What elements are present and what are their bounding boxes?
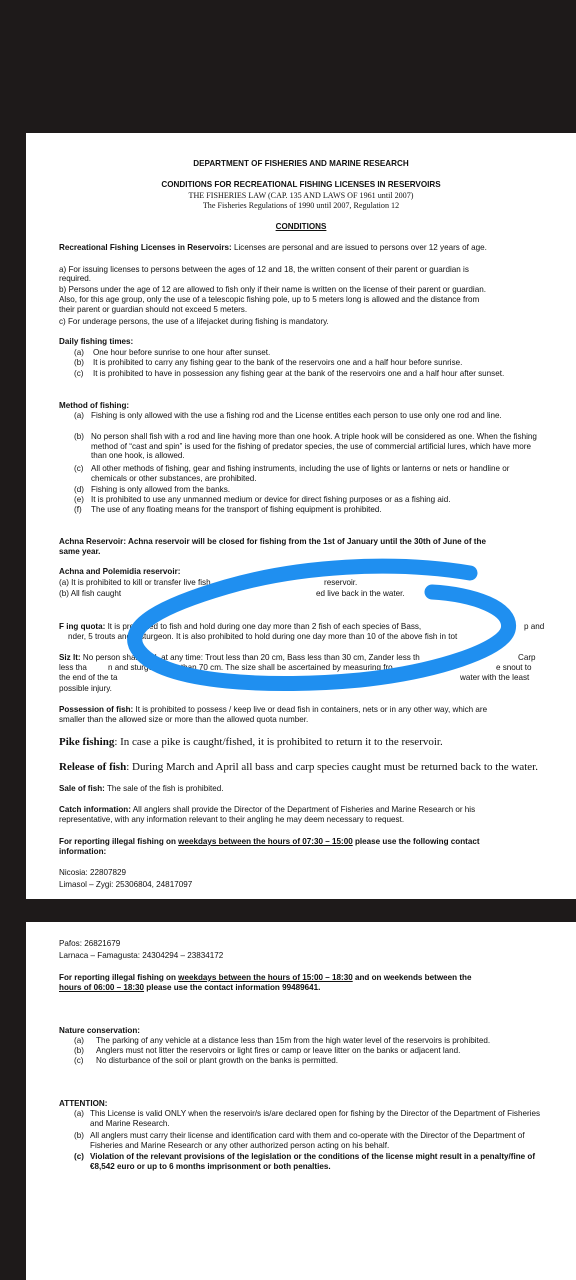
reporting2-middle: and on weekends between the (354, 973, 472, 982)
size-line3-start: the end of the ta (59, 673, 118, 682)
size-line1 (59, 653, 420, 663)
nicosia-contact: Nicosia: 22807829 (59, 868, 127, 877)
document-title: CONDITIONS FOR RECREATIONAL FISHING LICENSES IN RESERVOIRS (161, 180, 441, 189)
reporting-hours: weekdays between the hours of 07:30 – 15:00 (178, 837, 353, 846)
sale-text: The sale of the fish is prohibited. (106, 784, 224, 793)
attention-b-text: All anglers must carry their license and identification card with them and co-operate with the Director of the Department of Fisheries and Marine Research or any other authorized person acting on his behalf. (90, 1131, 525, 1150)
quota-text: It is prohibited to fish and hold during one day more than 2 fish of each species of Bass, (107, 622, 422, 631)
rec-a-line1: a) For issuing licenses to persons between the ages of 12 and 18, the written consent of their parent or guardian is (59, 265, 469, 274)
quota-line2: nder, 5 trouts and 1 sturgeon. It is also prohibited to hold during one day more than 10 of the above fish in tot (68, 632, 458, 641)
size-line3-end: water with the least (460, 673, 530, 682)
possession-text: It is prohibited to possess / keep live or dead fish in containers, nets or in any other way, which are (135, 705, 488, 714)
rec-b-line3: their parent or guardian should not exceed 5 meters. (59, 305, 248, 314)
daily-c-marker: (c) (74, 369, 84, 378)
method-e-text: It is prohibited to use any unmanned medium or device for direct fishing purposes or as a fishing aid. (91, 495, 451, 504)
release-line (59, 761, 538, 774)
method-f-marker: (f) (74, 505, 82, 514)
method-label: Method of fishing: (59, 401, 130, 410)
reporting2-tail: please use the contact information 99489641. (146, 983, 321, 992)
possession-line1 (59, 705, 487, 715)
size-label: Siz lt: (59, 653, 81, 662)
achna-polemidia-a: (a) It is prohibited to kill or transfer live fish (59, 578, 211, 587)
quota-label: F ing quota: (59, 622, 106, 631)
achna-polemidia-label: Achna and Polemidia reservoir: (59, 567, 181, 576)
achna-closure-line1: Achna Reservoir: Achna reservoir will be closed for fishing from the 1st of January until the 30th of June of the (59, 537, 486, 546)
size-line4: possible injury. (59, 684, 112, 693)
attention-a-marker: (a) (74, 1109, 84, 1118)
nature-b-marker: (b) (74, 1046, 84, 1055)
daily-b-marker: (b) (74, 358, 84, 367)
method-c-text: All other methods of fishing, gear and fishing instruments, including the use of lights or lanterns or nets or handline or chemicals or other substances, are prohibited. (91, 464, 510, 483)
method-b-text: No person shall fish with a rod and line having more than one hook. A triple hook will be considered as one. When the fishing method of “cast and spin” is used for the fishing of predator species, the use of commercial artificial lures, which have more than one hook, is allowed. (91, 432, 537, 461)
limassol-contact: Limasol – Zygi: 25306804, 24817097 (59, 880, 193, 889)
attention-c-text: Violation of the relevant provisions of the legislation or the conditions of the license might result in a penalty/fine of €8,542 euro or up to 6 months imprisonment or both penalties. (90, 1152, 536, 1171)
method-a-marker: (a) (74, 411, 84, 420)
quota-line1 (59, 622, 421, 632)
recreational-licenses-label: Recreational Fishing Licenses in Reservoirs: (59, 243, 232, 252)
size-text: No person shall hold, at any time: Trout less than 20 cm, Bass less than 30 cm, Zander less th (82, 653, 420, 662)
reporting2-weekend-hours: hours of 06:00 – 18:30 (59, 983, 145, 992)
pafos-contact: Pafos: 26821679 (59, 939, 121, 948)
rec-c-line1: c) For underage persons, the use of a lifejacket during fishing is mandatory. (59, 317, 329, 326)
daily-b-text: It is prohibited to carry any fishing gear to the bank of the reservoirs one and a half hour before sunrise. (93, 358, 463, 367)
attention-label: ATTENTION: (59, 1099, 108, 1108)
reporting2-line2 (59, 983, 320, 993)
daily-times-label: Daily fishing times: (59, 337, 134, 346)
attention-c-marker: (c) (74, 1152, 84, 1161)
document-page-1 (26, 133, 576, 899)
recreational-licenses-text: Licenses are personal and are issued to persons over 12 years of age. (233, 243, 487, 252)
size-line1-end: Carp (518, 653, 536, 662)
possession-label: Possession of fish: (59, 705, 134, 714)
nature-c-text: No disturbance of the soil or plant growth on the banks is permitted. (96, 1056, 339, 1065)
rec-a-line2: required. (59, 274, 91, 283)
reporting2-weekday-hours: weekdays between the hours of 15:00 – 18:30 (178, 973, 353, 982)
nature-c-marker: (c) (74, 1056, 84, 1065)
document-page-2 (26, 922, 576, 1280)
pike-text: : In case a pike is caught/fished, it is prohibited to return it to the reservoir. (114, 736, 443, 748)
larnaca-contact: Larnaca – Famagusta: 24304294 – 23834172 (59, 951, 224, 960)
reporting-line2: information: (59, 847, 107, 856)
rec-b-line1: b) Persons under the age of 12 are allowed to fish only if their name is written on the license of their parent or guardian. (59, 285, 486, 294)
sale-label: Sale of fish: (59, 784, 105, 793)
attention-a-text: This License is valid ONLY when the reservoir/s is/are declared open for fishing by the Director of the Department of Fisheries and Marine Research. (90, 1109, 541, 1128)
method-e-marker: (e) (74, 495, 84, 504)
reporting2-intro: For reporting illegal fishing on (59, 973, 176, 982)
method-c-marker: (c) (74, 464, 84, 473)
achna-polemidia-b-end: ed live back in the water. (316, 589, 405, 598)
reporting-intro: For reporting illegal fishing on (59, 837, 176, 846)
method-b-marker: (b) (74, 432, 84, 441)
department-title: DEPARTMENT OF FISHERIES AND MARINE RESEARCH (193, 159, 409, 168)
method-a-text: Fishing is only allowed with the use a fishing rod and the License entitles each person to use only one rod and line. (91, 411, 502, 420)
pike-line (59, 736, 443, 749)
sale-line (59, 784, 224, 794)
release-label: Release of fish (59, 761, 127, 773)
catch-label: Catch information: (59, 805, 131, 814)
reporting2-line1 (59, 973, 471, 983)
quota-line1-end: p and (524, 622, 545, 631)
method-f-text: The use of any floating means for the transport of fishing equipment is prohibited. (91, 505, 382, 514)
achna-polemidia-a-end: reservoir. (324, 578, 358, 587)
achna-closure-line2: same year. (59, 547, 101, 556)
size-line2-start: less tha (59, 663, 87, 672)
pike-label: Pike fishing (59, 736, 115, 748)
method-d-text: Fishing is only allowed from the banks. (91, 485, 231, 494)
daily-a-text: One hour before sunrise to one hour after sunset. (93, 348, 271, 357)
recreational-licenses-line (59, 243, 487, 253)
attention-b-marker: (b) (74, 1131, 84, 1140)
possession-line2: smaller than the allowed size or more than the allowed quota number. (59, 715, 309, 724)
regulation-reference: The Fisheries Regulations of 1990 until 2007, Regulation 12 (202, 201, 400, 210)
daily-a-marker: (a) (74, 348, 84, 357)
nature-a-marker: (a) (74, 1036, 84, 1045)
reporting-line1 (59, 837, 480, 847)
law-reference: THE FISHERIES LAW (CAP. 135 AND LAWS OF 1961 until 2007) (188, 191, 414, 200)
release-text: : During March and April all bass and carp species caught must be returned back to the water. (126, 761, 538, 773)
catch-line2: representative, with any information relevant to their angling he may deem necessary to request. (59, 815, 405, 824)
catch-line1 (59, 805, 475, 815)
method-d-marker: (d) (74, 485, 84, 494)
catch-text: All anglers shall provide the Director of the Department of Fisheries and Marine Research or his (132, 805, 476, 814)
rec-b-line2: Also, for this age group, only the use of a telescopic fishing pole, up to 5 meters long is allowed and the distance from (59, 295, 480, 304)
size-line2-middle: n and sturgeon less than 70 cm. The size shall be ascertained by measuring fro (108, 663, 393, 672)
daily-c-text: It is prohibited to have in possession any fishing gear at the bank of the reservoirs one and a half hour after sunset. (93, 369, 505, 378)
nature-b-text: Anglers must not litter the reservoirs or light fires or camp or leave litter on the banks or adjacent land. (96, 1046, 461, 1055)
achna-polemidia-b: (b) All fish caught (59, 589, 122, 598)
reporting-tail: please use the following contact (354, 837, 480, 846)
size-line2-end: e snout to (496, 663, 532, 672)
conditions-heading: CONDITIONS (275, 222, 327, 231)
nature-a-text: The parking of any vehicle at a distance less than 15m from the high water level of the reservoirs is prohibited. (96, 1036, 491, 1045)
nature-label: Nature conservation: (59, 1026, 140, 1035)
